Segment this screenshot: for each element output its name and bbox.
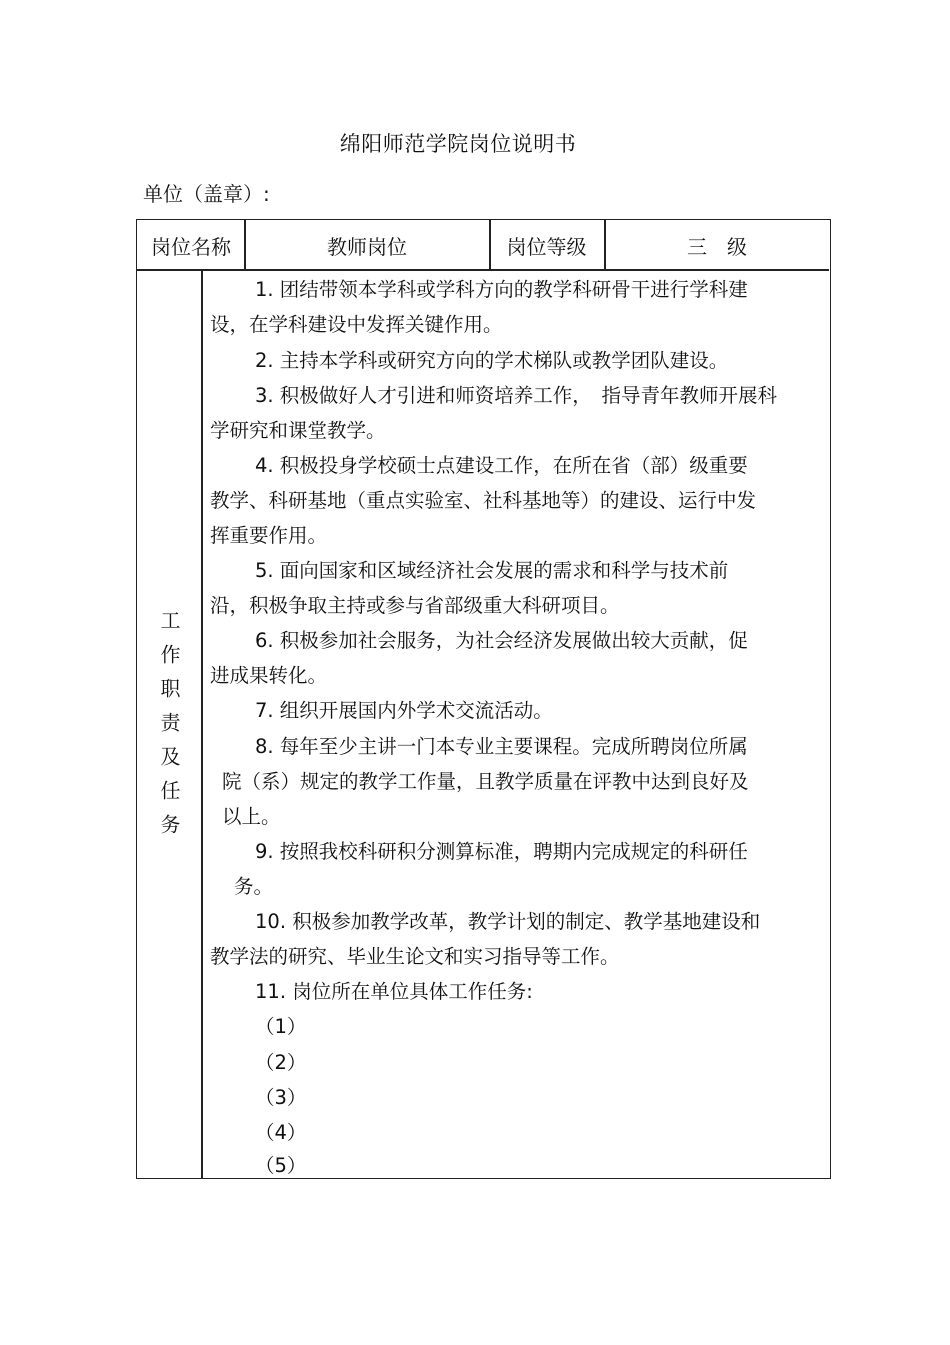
duty-line: 3. 积极做好人才引进和师资培养工作， 指导青年教师开展科	[255, 384, 778, 407]
position-name-value: 教师岗位	[327, 234, 407, 259]
duty-line: 1. 团结带领本学科或学科方向的教学科研骨干进行学科建	[255, 278, 748, 301]
position-name-label: 岗位名称	[151, 234, 231, 259]
unit-seal-label: 单位（盖章）:	[143, 182, 270, 206]
divider	[604, 220, 606, 270]
duty-line: 以上。	[222, 805, 281, 828]
duty-line: （4）	[255, 1121, 307, 1144]
duty-line: 6. 积极参加社会服务，为社会经济发展做出较大贡献，促	[255, 629, 748, 652]
document-title: 绵阳师范学院岗位说明书	[339, 132, 577, 156]
duties-label: 工作职责及任务	[157, 610, 181, 848]
duty-line: （5）	[255, 1154, 307, 1177]
duty-line: 教学、科研基地（重点实验室、社科基地等）的建设、运行中发	[210, 489, 757, 512]
divider	[244, 220, 246, 270]
duty-line: 务。	[234, 875, 274, 898]
duty-line: 2. 主持本学科或研究方向的学术梯队或教学团队建设。	[255, 349, 729, 372]
duty-line: 设，在学科建设中发挥关键作用。	[210, 313, 503, 336]
duty-line: 教学法的研究、毕业生论文和实习指导等工作。	[210, 945, 620, 968]
position-level-value: 三 级	[687, 234, 747, 259]
duty-line: 9. 按照我校科研积分测算标准，聘期内完成规定的科研任	[255, 840, 748, 863]
duty-line: 沿，积极争取主持或参与省部级重大科研项目。	[210, 594, 620, 617]
duty-line: 7. 组织开展国内外学术交流活动。	[255, 699, 553, 722]
duty-line: 院（系）规定的教学工作量，且教学质量在评教中达到良好及	[222, 770, 749, 793]
duty-line: 8. 每年至少主讲一门本专业主要课程。完成所聘岗位所属	[255, 735, 748, 758]
divider	[489, 220, 491, 270]
divider	[137, 269, 829, 271]
duty-line: 11. 岗位所在单位具体工作任务:	[255, 980, 533, 1003]
duty-line: 5. 面向国家和区域经济社会发展的需求和科学与技术前	[255, 559, 729, 582]
duty-line: 挥重要作用。	[210, 524, 328, 547]
duty-line: （2）	[255, 1051, 307, 1074]
duty-line: 进成果转化。	[210, 664, 328, 687]
duties-label-cell	[137, 270, 202, 1178]
duty-line: 10. 积极参加教学改革，教学计划的制定、教学基地建设和	[255, 910, 761, 933]
duty-line: 4. 积极投身学校硕士点建设工作，在所在省（部）级重要	[255, 454, 748, 477]
position-level-label: 岗位等级	[506, 234, 587, 259]
job-description-table	[136, 219, 831, 1179]
duty-line: 学研究和课堂教学。	[210, 419, 386, 442]
duty-line: （3）	[255, 1086, 307, 1109]
duty-line: （1）	[255, 1015, 307, 1038]
